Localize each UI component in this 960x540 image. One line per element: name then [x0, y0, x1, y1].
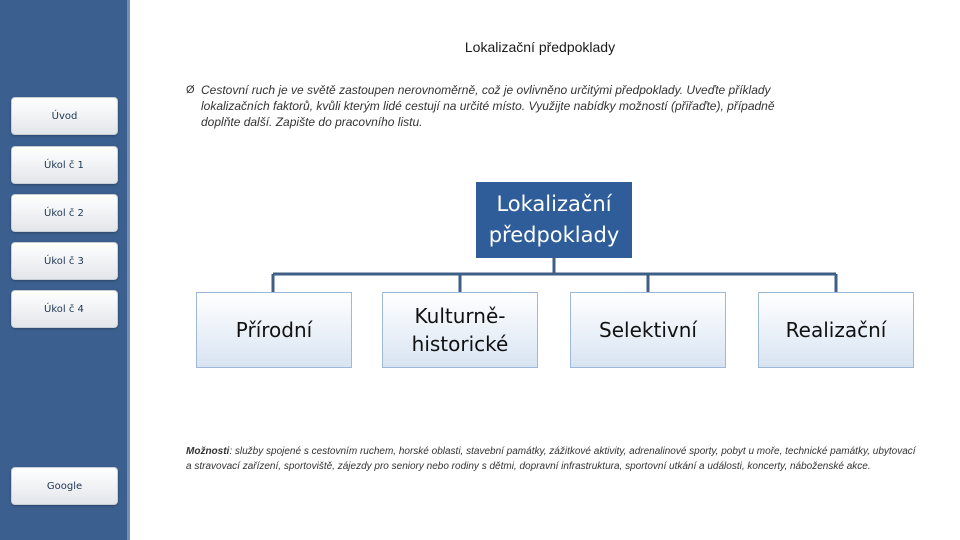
diagram-box-prirodni: Přírodní — [196, 292, 352, 368]
sidebar-item-google[interactable]: Google — [11, 467, 118, 505]
sidebar — [0, 0, 130, 540]
bullet-arrow-icon: Ø — [186, 84, 195, 96]
sidebar-item-ukol-1[interactable]: Úkol č 1 — [11, 146, 118, 184]
page-title: Lokalizační předpoklady — [464, 39, 616, 55]
diagram-box-selektivni: Selektivní — [570, 292, 726, 368]
instruction-line-3: doplňte další. Zapište do pracovního listu. — [201, 115, 423, 129]
diagram-root-box: Lokalizační předpoklady — [476, 182, 632, 258]
options-label: Možnosti — [186, 446, 230, 457]
instruction-line-2: lokalizačních faktorů, kvůli kterým lidé cestují na určité místo. Využijte nabídky možností (přiřaďte), případně — [201, 99, 775, 113]
diagram-box-label: Kulturně- historické — [411, 304, 509, 356]
options-text: : služby spojené s cestovním ruchem, horské oblasti, stavební památky, zážitkové aktivity, adrenalinové sporty, pobyt u moře, technické památky, ubytovací a stravovací zařízení, sportoviště, zájezdy pro seniory nebo rodiny s dětmi, dopravní infrastruktura, sportovní utkání a události, koncerty, náboženské akce. — [186, 446, 916, 472]
instruction-text — [186, 82, 886, 130]
diagram-box-realizacni: Realizační — [758, 292, 914, 368]
sidebar-item-uvod[interactable]: Úvod — [11, 97, 118, 135]
diagram-box-kulturne-historicke — [382, 292, 538, 368]
options-note — [186, 444, 916, 474]
sidebar-item-ukol-3[interactable]: Úkol č 3 — [11, 242, 118, 280]
sidebar-item-ukol-2[interactable]: Úkol č 2 — [11, 194, 118, 232]
sidebar-item-ukol-4[interactable]: Úkol č 4 — [11, 290, 118, 328]
instruction-line-1: Cestovní ruch je ve světě zastoupen nerovnoměrně, což je ovlivněno určitými předpoklady. Uveďte příklady — [201, 83, 771, 97]
